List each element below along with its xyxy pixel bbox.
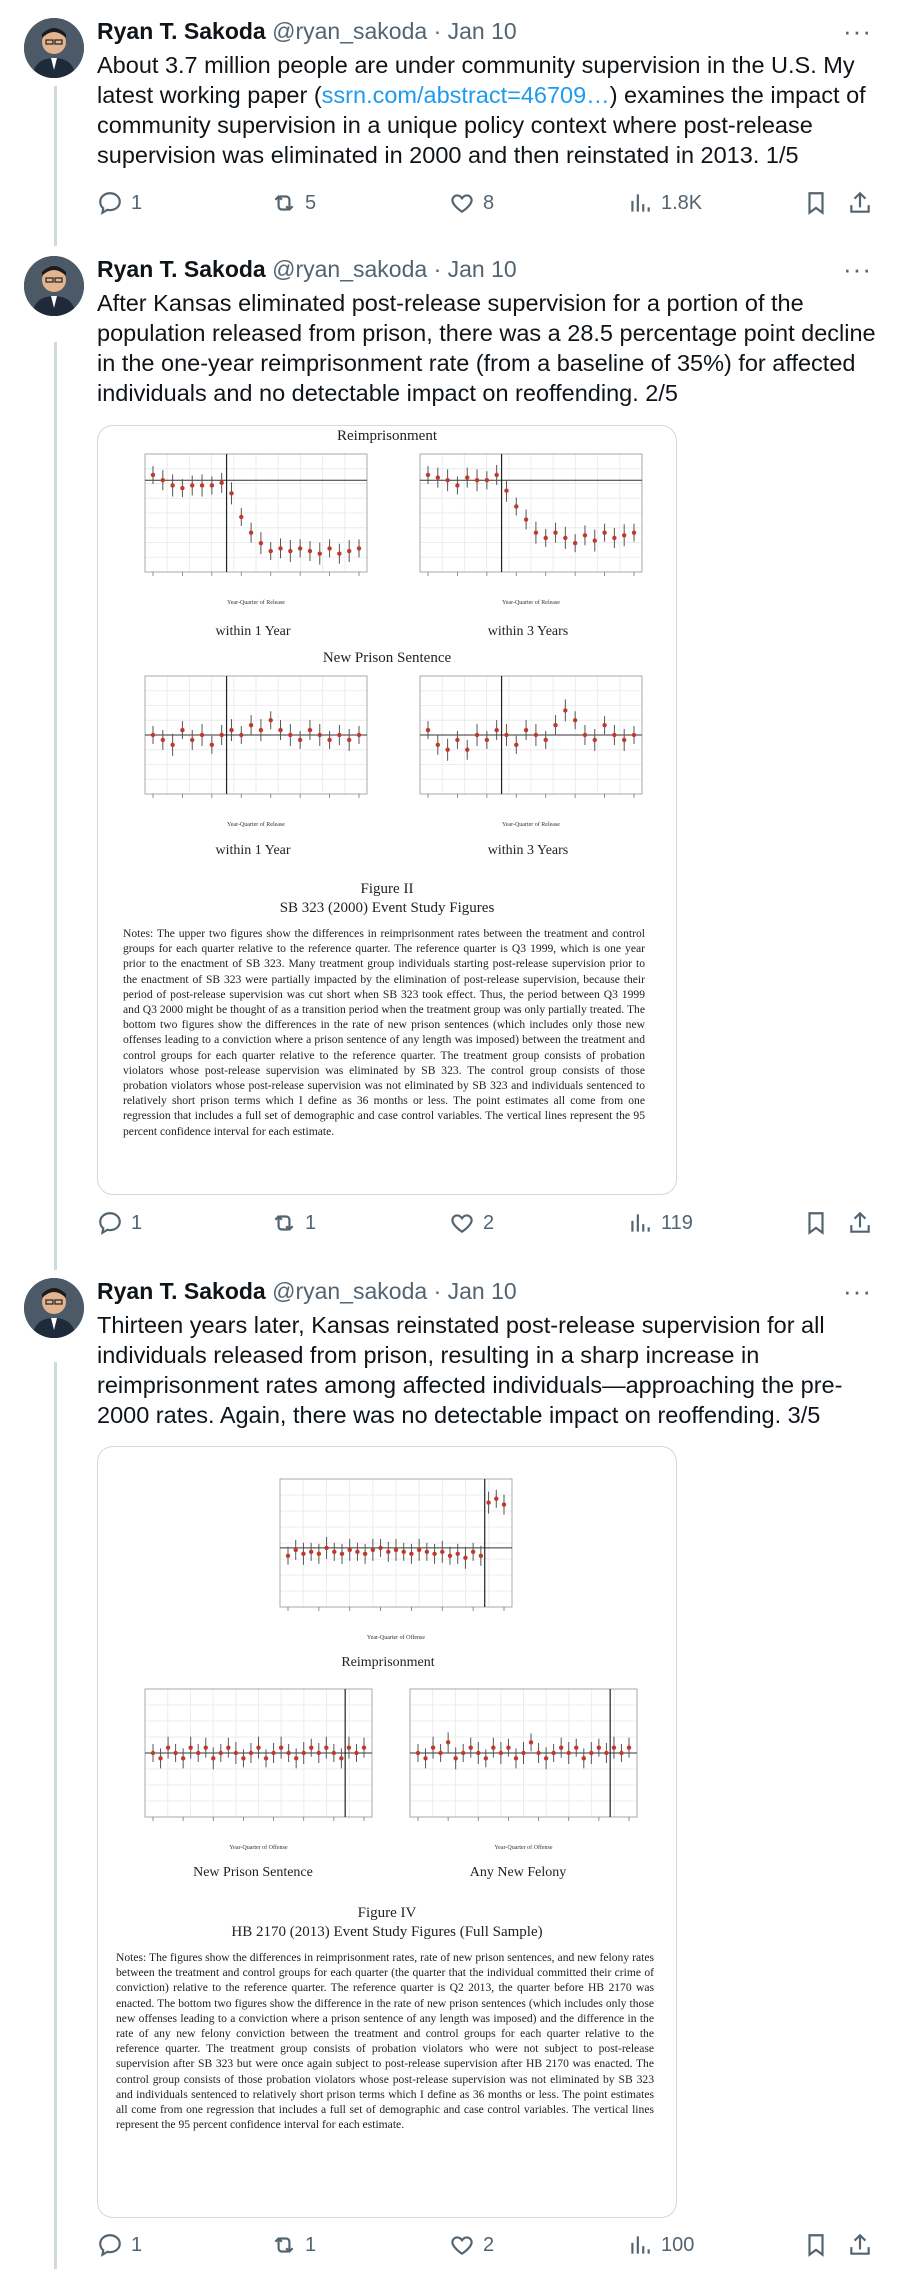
data-point [544, 738, 548, 742]
share-button[interactable] [847, 1210, 873, 1236]
data-point [529, 1740, 533, 1744]
data-point [514, 1756, 518, 1760]
data-point [337, 551, 341, 555]
bookmark-icon [803, 1210, 829, 1236]
data-point [534, 530, 538, 534]
data-point [294, 1548, 298, 1552]
panel-label: within 3 Years [487, 624, 569, 639]
share-icon [847, 2232, 873, 2258]
data-point [190, 738, 194, 742]
data-point [499, 1751, 503, 1755]
data-point [355, 1550, 359, 1554]
data-point [521, 1751, 525, 1755]
data-point [219, 481, 223, 485]
data-point [229, 491, 233, 495]
bookmark-button[interactable] [803, 190, 829, 216]
views-icon [627, 190, 653, 216]
data-point [536, 1751, 540, 1755]
data-point [318, 733, 322, 737]
data-point [484, 1756, 488, 1760]
more-icon[interactable]: ··· [843, 1276, 872, 1306]
like-count: 8 [483, 191, 495, 214]
data-point [347, 738, 351, 742]
tweet-date[interactable]: Jan 10 [447, 256, 517, 282]
data-point [340, 1552, 344, 1556]
data-point [288, 733, 292, 737]
data-point [219, 1751, 223, 1755]
data-point [362, 1745, 366, 1749]
reply-icon [97, 1210, 123, 1236]
data-point [440, 1550, 444, 1554]
data-point [456, 1552, 460, 1556]
view-count: 100 [661, 2233, 695, 2256]
data-point [445, 748, 449, 752]
tweet[interactable] [0, 1274, 898, 2269]
data-point [622, 533, 626, 537]
data-point [432, 1552, 436, 1556]
data-point [453, 1756, 457, 1760]
data-point [486, 1500, 490, 1504]
text-part: About 3.7 million people are under community supervision in the U.S. My latest working paper ( [97, 52, 855, 108]
data-point [256, 1745, 260, 1749]
data-point [363, 1552, 367, 1556]
data-point [239, 515, 243, 519]
views-button[interactable] [627, 190, 702, 216]
figure-notes: Notes: The upper two figures show the differences in reimprisonment rates between the treatment and control groups for each quarter relative to the reference quarter. The reference quarter is Q3 1999, which is one year prior to the enactment of SB 323. Many treatment group individuals starting post-release supervision prior to the enactment of SB 323 were partially impacted by the elimination of post-release supervision, because their period of post-release supervision was cut short when SB 323 took effect. Thus, the period between Q3 1999 and Q3 2000 might be thought of as a transition period when the treatment group was only partially treated. The bottom two figures show the differences in the rate of new prison sentences (which includes only those new offenses leading to a conviction where a prison sentence of any length was imposed) between the treatment and control groups for each quarter relative to the reference quarter. The treatment group consists of probation violators whose post-release supervision was eliminated by SB 323. The control group consists of those probation violators whose post-release supervision was not eliminated by SB 323 and individuals sentenced to relatively short prison terms which I define as 36 months or less. The point estimates all come from one regression that includes a full set of demographic and case control variables. The vertical lines represent the 95 percent confidence interval for each estimate. [123, 927, 645, 1138]
data-point [426, 728, 430, 732]
data-point [593, 738, 597, 742]
figure-subtitle: New Prison Sentence [322, 650, 452, 666]
data-point [604, 1751, 608, 1755]
tweet[interactable] [0, 250, 898, 1274]
data-point [298, 738, 302, 742]
tweet[interactable] [0, 0, 898, 250]
data-point [465, 748, 469, 752]
data-point [278, 546, 282, 550]
data-point [502, 1502, 506, 1506]
data-point [241, 1756, 245, 1760]
data-point [269, 549, 273, 553]
data-point [471, 1550, 475, 1554]
data-point [423, 1756, 427, 1760]
action-bar [97, 1210, 873, 1246]
reply-count: 1 [131, 2233, 143, 2256]
data-point [417, 1548, 421, 1552]
repost-count: 5 [305, 191, 317, 214]
data-point [426, 473, 430, 477]
figure-caption: SB 323 (2000) Event Study Figures [279, 900, 495, 916]
panel-label: within 3 Years [487, 843, 569, 858]
repost-count: 1 [305, 2233, 317, 2256]
view-count: 119 [661, 1211, 693, 1234]
data-point [332, 1751, 336, 1755]
data-point [286, 1554, 290, 1558]
data-point [494, 728, 498, 732]
data-point [259, 728, 263, 732]
action-bar [97, 190, 873, 226]
data-point [602, 723, 606, 727]
avatar[interactable] [24, 1278, 84, 1338]
data-point [589, 1751, 593, 1755]
chart-reimprisonment-1yr [123, 448, 373, 608]
data-point [524, 517, 528, 521]
figure-caption: Figure IV [357, 1905, 417, 1921]
panel-label: Any New Felony [469, 1865, 567, 1880]
data-point [563, 708, 567, 712]
data-point [409, 1552, 413, 1556]
data-point [504, 489, 508, 493]
data-point [249, 530, 253, 534]
data-point [264, 1756, 268, 1760]
data-point [298, 546, 302, 550]
data-point [544, 1756, 548, 1760]
data-point [226, 1745, 230, 1749]
data-point [239, 733, 243, 737]
data-point [612, 536, 616, 540]
panel-label: within 1 Year [215, 624, 291, 639]
data-point [210, 743, 214, 747]
x-axis-label: Year-Quarter of Offense [366, 1635, 426, 1641]
data-point [234, 1751, 238, 1755]
data-point [161, 478, 165, 482]
data-point [210, 483, 214, 487]
repost-count: 1 [305, 1211, 317, 1234]
data-point [559, 1745, 563, 1749]
chart-newprison-3yr [398, 670, 648, 830]
tweet-image[interactable] [97, 1446, 677, 2218]
repost-button[interactable] [271, 1210, 316, 1236]
data-point [469, 1745, 473, 1749]
data-point [339, 1756, 343, 1760]
data-point [476, 1751, 480, 1755]
data-point [514, 504, 518, 508]
data-point [151, 473, 155, 477]
chart-reimprisonment-3yr [398, 448, 648, 608]
panel-label: within 1 Year [215, 843, 291, 858]
data-point [288, 549, 292, 553]
tweet-text: After Kansas eliminated post-release supervision for a portion of the population released from prison, there was a 28.5 percentage point decline in the one-year reimprisonment rate (from a baseline of 35%) for affected individuals and no detectable impact on reoffending. 2/5 [97, 290, 876, 406]
author-name[interactable]: Ryan T. Sakoda [97, 18, 266, 44]
separator-dot: · [433, 18, 442, 44]
data-point [455, 738, 459, 742]
data-point [249, 1751, 253, 1755]
reply-button[interactable] [97, 2232, 142, 2258]
x-axis-label: Year-Quarter of Release [502, 600, 560, 606]
data-point [416, 1751, 420, 1755]
data-point [317, 1552, 321, 1556]
author-name[interactable]: Ryan T. Sakoda [97, 1278, 266, 1304]
data-point [504, 733, 508, 737]
chart-felony-2013 [388, 1683, 643, 1853]
data-point [269, 718, 273, 722]
data-point [271, 1751, 275, 1755]
separator-dot: · [433, 1278, 442, 1304]
data-point [438, 1751, 442, 1755]
data-point [286, 1751, 290, 1755]
data-point [485, 478, 489, 482]
share-button[interactable] [847, 2232, 873, 2258]
view-count: 1.8K [661, 191, 703, 214]
action-bar [97, 2232, 873, 2268]
x-axis-label: Year-Quarter of Offense [494, 1845, 553, 1851]
data-point [151, 1751, 155, 1755]
data-point [551, 1751, 555, 1755]
data-point [318, 551, 322, 555]
data-point [582, 1756, 586, 1760]
text-part: ) examines the impact of community supervision in a unique policy context where post-release supervision was eliminated in 2000 and then reinstated in 2013. 1/5 [97, 82, 866, 168]
data-point [506, 1745, 510, 1749]
repost-icon [271, 2232, 297, 2258]
data-point [170, 743, 174, 747]
bookmark-button[interactable] [803, 2232, 829, 2258]
data-point [622, 738, 626, 742]
author-handle[interactable]: @ryan_sakoda [272, 256, 428, 282]
data-point [204, 1745, 208, 1749]
data-point [463, 1556, 467, 1560]
data-point [494, 1496, 498, 1500]
panel-label: New Prison Sentence [193, 1865, 313, 1880]
chart-newprison-2013 [123, 1683, 378, 1853]
avatar[interactable] [24, 256, 84, 316]
tweet-text: Thirteen years later, Kansas reinstated post-release supervision for all individuals released from prison, resulting in a sharp increase in reimprisonment rates among affected individuals—approaching the pre-2000 rates. Again, there was no detectable impact on reoffending. 3/5 [97, 1312, 843, 1428]
data-point [327, 546, 331, 550]
data-point [309, 1745, 313, 1749]
data-point [534, 733, 538, 737]
data-point [211, 1756, 215, 1760]
data-point [465, 475, 469, 479]
heart-icon [449, 1210, 475, 1236]
data-point [161, 738, 165, 742]
data-point [347, 549, 351, 553]
tweet-date[interactable]: Jan 10 [447, 1278, 517, 1304]
data-point [402, 1550, 406, 1554]
data-point [425, 1550, 429, 1554]
data-point [431, 1745, 435, 1749]
tweet-image[interactable] [97, 425, 677, 1195]
data-point [229, 728, 233, 732]
data-point [436, 743, 440, 747]
data-point [301, 1552, 305, 1556]
share-icon [847, 190, 873, 216]
data-point [324, 1546, 328, 1550]
data-point [180, 728, 184, 732]
avatar[interactable] [24, 18, 84, 78]
data-point [632, 733, 636, 737]
data-point [446, 1740, 450, 1744]
data-point [627, 1745, 631, 1749]
data-point [357, 733, 361, 737]
reply-count: 1 [131, 191, 143, 214]
data-point [200, 483, 204, 487]
data-point [173, 1751, 177, 1755]
data-point [200, 733, 204, 737]
like-button[interactable] [449, 2232, 494, 2258]
reply-count: 1 [131, 1211, 143, 1234]
data-point [190, 483, 194, 487]
heart-icon [449, 2232, 475, 2258]
figure-title: Reimprisonment [337, 428, 437, 444]
data-point [583, 733, 587, 737]
data-point [597, 1745, 601, 1749]
data-point [308, 728, 312, 732]
figure-notes: Notes: The figures show the differences in reimprisonment rates, rate of new prison sentences, and new felony rates between the treatment and control groups for each quarter (the quarter that the individual committed their crime of conviction) relative to the reference quarter. The reference quarter is Q2 2013, the quarter before HB 2170 was enacted. The bottom two figures show the difference in the rate of new prison sentences (which includes only those new offenses leading to a conviction where a prison sentence of any length was imposed) and the difference in the rate of any new felony conviction between the treatment and control groups for each quarter relative to the reference quarter. The treatment group consists of probation violators who were not subject to post-release supervision after SB 323 but were once again subject to post-release supervision after HB 2170 was enacted. The control group consists of those probation violators whose post-release supervision was not eliminated by SB 323 and individuals sentenced to relatively short prison terms which I define as 36 months or less. The point estimates all come from one regression that includes a full set of demographic and case control variables. The vertical lines represent the 95 percent confidence interval for each estimate. [116, 1951, 654, 2132]
figure-caption: Figure II [360, 881, 414, 897]
data-point [170, 483, 174, 487]
data-point [259, 541, 263, 545]
data-point [553, 530, 557, 534]
x-axis-label: Year-Quarter of Release [227, 600, 285, 606]
data-point [544, 536, 548, 540]
views-icon [627, 2232, 653, 2258]
data-point [158, 1756, 162, 1760]
data-point [347, 1745, 351, 1749]
data-point [357, 546, 361, 550]
author-name[interactable]: Ryan T. Sakoda [97, 256, 266, 282]
x-axis-label: Year-Quarter of Release [227, 822, 285, 828]
views-button[interactable] [627, 2232, 694, 2258]
reply-button[interactable] [97, 1210, 142, 1236]
data-point [514, 743, 518, 747]
data-point [563, 536, 567, 540]
reply-icon [97, 2232, 123, 2258]
data-point [602, 530, 606, 534]
data-point [455, 483, 459, 487]
heart-icon [449, 190, 475, 216]
panel-label: Reimprisonment [341, 1655, 435, 1670]
data-point [166, 1745, 170, 1749]
data-point [386, 1550, 390, 1554]
data-point [574, 1745, 578, 1749]
repost-icon [271, 190, 297, 216]
data-point [475, 478, 479, 482]
data-point [309, 1550, 313, 1554]
data-point [593, 538, 597, 542]
reply-button[interactable] [97, 190, 142, 216]
repost-button[interactable] [271, 190, 316, 216]
like-button[interactable] [449, 1210, 494, 1236]
data-point [553, 723, 557, 727]
data-point [317, 1751, 321, 1755]
figure-caption: HB 2170 (2013) Event Study Figures (Full Sample) [231, 1924, 543, 1940]
bookmark-icon [803, 190, 829, 216]
data-point [475, 733, 479, 737]
tweet-date[interactable]: Jan 10 [447, 18, 517, 44]
views-icon [627, 1210, 653, 1236]
data-point [567, 1751, 571, 1755]
author-handle[interactable]: @ryan_sakoda [272, 18, 428, 44]
separator-dot: · [433, 256, 442, 282]
data-point [632, 530, 636, 534]
tweet-header [97, 18, 517, 45]
data-point [219, 733, 223, 737]
data-point [196, 1751, 200, 1755]
data-point [337, 733, 341, 737]
data-point [348, 1548, 352, 1552]
chart-newprison-1yr [123, 670, 373, 830]
share-button[interactable] [847, 190, 873, 216]
share-icon [847, 1210, 873, 1236]
data-point [249, 723, 253, 727]
data-point [151, 733, 155, 737]
data-point [324, 1745, 328, 1749]
data-point [612, 733, 616, 737]
data-point [279, 1745, 283, 1749]
data-point [612, 1745, 616, 1749]
paper-link[interactable]: ssrn.com/abstract=46709… [321, 82, 610, 108]
bookmark-button[interactable] [803, 1210, 829, 1236]
data-point [583, 533, 587, 537]
data-point [371, 1548, 375, 1552]
repost-button[interactable] [271, 2232, 316, 2258]
data-point [448, 1554, 452, 1558]
data-point [327, 738, 331, 742]
reply-icon [97, 190, 123, 216]
data-point [479, 1554, 483, 1558]
data-point [302, 1751, 306, 1755]
author-handle[interactable]: @ryan_sakoda [272, 1278, 428, 1304]
tweet-header [97, 256, 517, 283]
data-point [573, 718, 577, 722]
data-point [445, 478, 449, 482]
more-icon[interactable]: ··· [843, 16, 872, 46]
like-count: 2 [483, 1211, 495, 1234]
tweet-text [97, 50, 877, 170]
data-point [573, 541, 577, 545]
data-point [461, 1751, 465, 1755]
data-point [485, 738, 489, 742]
x-axis-label: Year-Quarter of Release [502, 822, 560, 828]
data-point [332, 1550, 336, 1554]
repost-icon [271, 1210, 297, 1236]
data-point [491, 1745, 495, 1749]
data-point [494, 473, 498, 477]
chart-reimprisonment-2013 [258, 1473, 518, 1643]
data-point [394, 1548, 398, 1552]
like-button[interactable] [449, 190, 494, 216]
data-point [188, 1745, 192, 1749]
data-point [294, 1756, 298, 1760]
x-axis-label: Year-Quarter of Offense [229, 1845, 288, 1851]
more-icon[interactable]: ··· [843, 254, 872, 284]
bookmark-icon [803, 2232, 829, 2258]
data-point [180, 486, 184, 490]
data-point [436, 475, 440, 479]
data-point [619, 1751, 623, 1755]
tweet-header [97, 1278, 517, 1305]
data-point [181, 1756, 185, 1760]
data-point [308, 549, 312, 553]
data-point [354, 1751, 358, 1755]
views-button[interactable] [627, 1210, 693, 1236]
like-count: 2 [483, 2233, 495, 2256]
data-point [524, 728, 528, 732]
data-point [278, 728, 282, 732]
data-point [378, 1546, 382, 1550]
